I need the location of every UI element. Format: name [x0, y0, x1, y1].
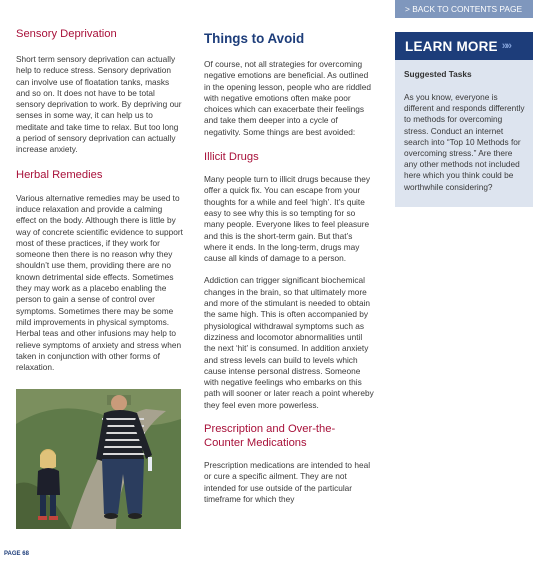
sensory-deprivation-text: Short term sensory deprivation can actually help to reduce stress. Sensory deprivation can involve use of floatation tanks, masks and so on. It does not have to be total sensory deprivation to work. By depriving our senses in some way, it can help us to meditate and take time to relax. But too long a period of sensory deprivation can actually increase anxiety.	[16, 54, 182, 155]
illicit-drugs-text-2: Addiction can trigger significant biochemical changes in the brain, so that ultimately more and more of the stimulant is needed to obtain the same high. This is often accompanied by physiological withdrawal symptoms such as dizziness and locomotor abnormalities until the next ‘hit’ is consumed. In addition anxiety and stress levels can build to levels which cause intense personal distress. Someone with negative feelings who embarks on this path will sooner or later reach a point whereby they feel even more powerless.	[204, 275, 374, 410]
sensory-deprivation-heading: Sensory Deprivation	[16, 28, 117, 40]
parent-child-walking-photo	[16, 389, 181, 529]
suggested-tasks-text: As you know, everyone is different and responds differently to methods for overcoming stress. Conduct an internet search into “Top 10 Methods for overcoming stress.” Are there any other methods not included here which you think could be worthwhile considering?	[404, 92, 525, 192]
herbal-remedies-text: Various alternative remedies may be used to induce relaxation and provide a calming effect on the body. Although there is little by way of concrete scientific evidence to support most of these practices, if they work for someone then there is no reason why they shouldn’t use them, providing there are no known detrimental side effects. Sometimes they may work as a placebo enabling the person to gain a sense of control over symptoms. Sometimes there may be some mild improvements in physical symptoms. Herbal teas and other infusions may help to relieve symptoms of anxiety and stress when taken in conjunction with other forms of relaxation.	[16, 192, 183, 373]
learn-more-panel	[395, 32, 533, 207]
prescription-medications-heading: Prescription and Over-the-Counter Medications	[204, 423, 336, 450]
middle-column	[204, 30, 374, 505]
suggested-tasks-heading: Suggested Tasks	[404, 69, 472, 79]
prescription-medications-text: Prescription medications are intended to heal or cure a specific ailment. They are not intended for use outside of the particular timeframe for which they	[204, 460, 371, 504]
illicit-drugs-text-1: Many people turn to illicit drugs because they offer a quick fix. You can escape from your thoughts for a while and feel ‘high’. It’s quite easy to see why this is so tempting for so many people. Everyone likes to feel pleasure and this is the short-term gain. But that’s where it ends. In the long-term, drugs may cause all kinds of damage to a person.	[204, 174, 371, 264]
herbal-remedies-heading: Herbal Remedies	[16, 168, 103, 181]
chevrons-right-icon: »»	[501, 40, 510, 52]
things-to-avoid-heading: Things to Avoid	[204, 31, 305, 46]
learn-more-bar	[395, 32, 533, 60]
left-column	[16, 27, 184, 373]
back-to-contents-button[interactable]: > BACK TO CONTENTS PAGE	[395, 0, 533, 18]
page-number: PAGE 68	[4, 551, 29, 557]
learn-more-title: LEARN MORE	[405, 38, 498, 54]
illicit-drugs-heading: Illicit Drugs	[204, 151, 259, 164]
things-to-avoid-text: Of course, not all strategies for overcoming negative emotions are beneficial. As outlined in the opening lesson, people who are riddled with negative emotions often make poor choices which can exacerbate their feelings and take them deeper into a cycle of negativity. Some things are best avoided:	[204, 59, 371, 137]
